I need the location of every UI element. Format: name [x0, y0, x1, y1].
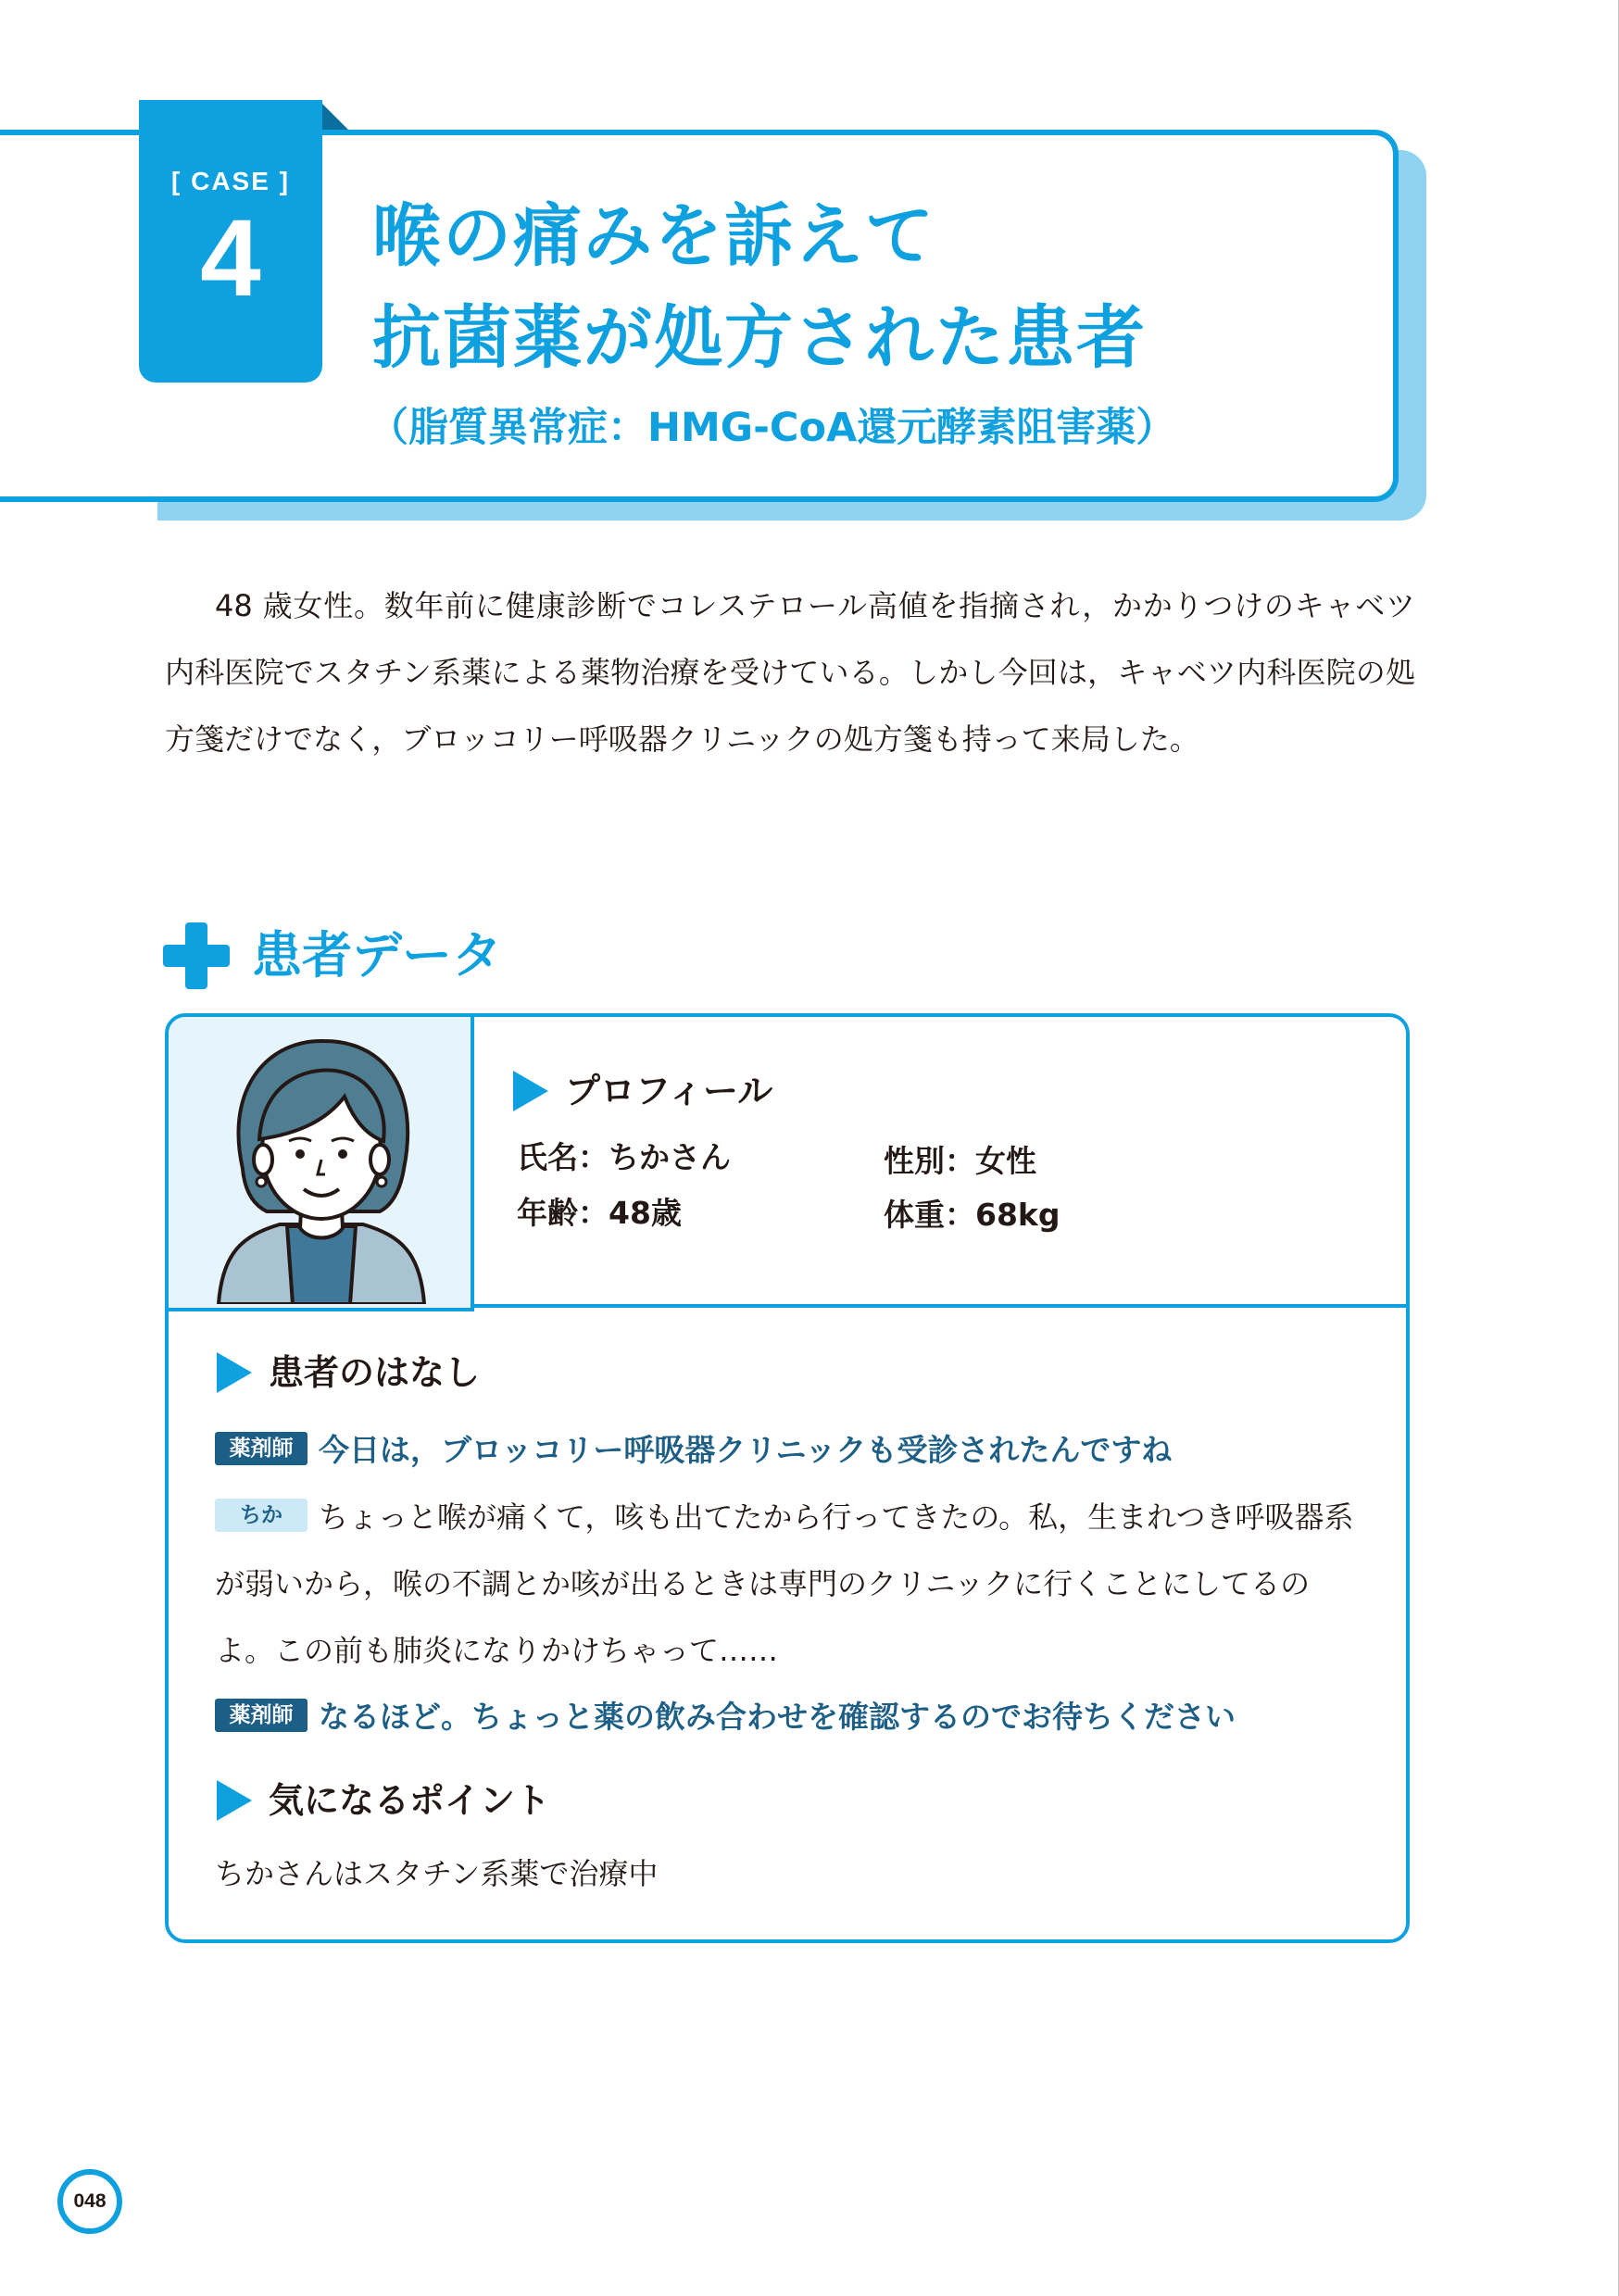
- case-tab: [139, 100, 322, 383]
- card-divider: [471, 1304, 1406, 1308]
- pharmacist-tag: 薬剤師: [215, 1432, 307, 1465]
- profile-name: 氏名：ちかさん: [517, 1139, 731, 1175]
- dialog-text-2: ちょっと喉が痛くて，咳も出てたから行ってきたの。私，生まれつき呼吸器系が弱いから，喉の不調とか咳が出るときは専門のクリニックに行くことにしてるのよ。この前も肺炎になりかけちゃって……: [215, 1499, 1354, 1668]
- chika-tag: ちか: [215, 1499, 307, 1532]
- pharmacist-tag: 薬剤師: [215, 1699, 307, 1732]
- dialog: [215, 1417, 1363, 1750]
- page-number: 048: [57, 2169, 122, 2234]
- talk-heading-label: 患者のはなし: [269, 1352, 481, 1393]
- title-rule-bottom: [0, 496, 148, 502]
- profile-sex: 性別：女性: [884, 1143, 1036, 1179]
- patient-portrait: [169, 1017, 474, 1311]
- intro-paragraph: 48 歳女性。数年前に健康診断でコレステロール高値を指摘され，かかりつけのキャベツ内科医院でスタチン系薬による薬物治療を受けている。しかし今回は，キャベツ内科医院の処方箋だけでなく，ブロッコリー呼吸器クリニックの処方箋も持って来局した。: [165, 588, 1415, 757]
- case-number: 4: [200, 197, 261, 320]
- points-heading-label: 気になるポイント: [269, 1780, 551, 1821]
- page-subtitle: （脂質異常症：HMG-CoA還元酵素阻害薬）: [369, 405, 1176, 451]
- page-title-line-1: 喉の痛みを訴えて: [372, 196, 935, 276]
- dialog-text-3: なるほど。ちょっと薬の飲み合わせを確認するのでお待ちください: [319, 1699, 1236, 1735]
- triangle-icon: [217, 1780, 252, 1821]
- page-title-line-2: 抗菌薬が処方された患者: [372, 298, 1147, 378]
- dialog-line-chika: [215, 1484, 1363, 1684]
- page-title: [372, 185, 1373, 389]
- profile-weight: 体重：68kg: [884, 1197, 1061, 1233]
- section-title: 患者データ: [252, 926, 502, 985]
- patient-data-card: [165, 1013, 1410, 1943]
- dialog-line-pharmacist-1: [215, 1417, 1363, 1484]
- plus-icon: [163, 922, 230, 989]
- dialog-line-pharmacist-2: [215, 1684, 1363, 1750]
- title-rule-top: [0, 130, 148, 135]
- points-text: ちかさんはスタチン系薬で治療中: [215, 1856, 659, 1891]
- triangle-icon: [513, 1071, 548, 1111]
- dialog-text-1: 今日は，ブロッコリー呼吸器クリニックも受診されたんですね: [319, 1432, 1173, 1468]
- case-tab-fold: [319, 100, 348, 130]
- woman-portrait-icon: [215, 1030, 428, 1304]
- profile-age: 年齢：48歳: [517, 1195, 682, 1231]
- profile-heading-label: プロフィール: [565, 1071, 773, 1111]
- case-label: [ CASE ]: [171, 167, 290, 195]
- triangle-icon: [217, 1352, 252, 1393]
